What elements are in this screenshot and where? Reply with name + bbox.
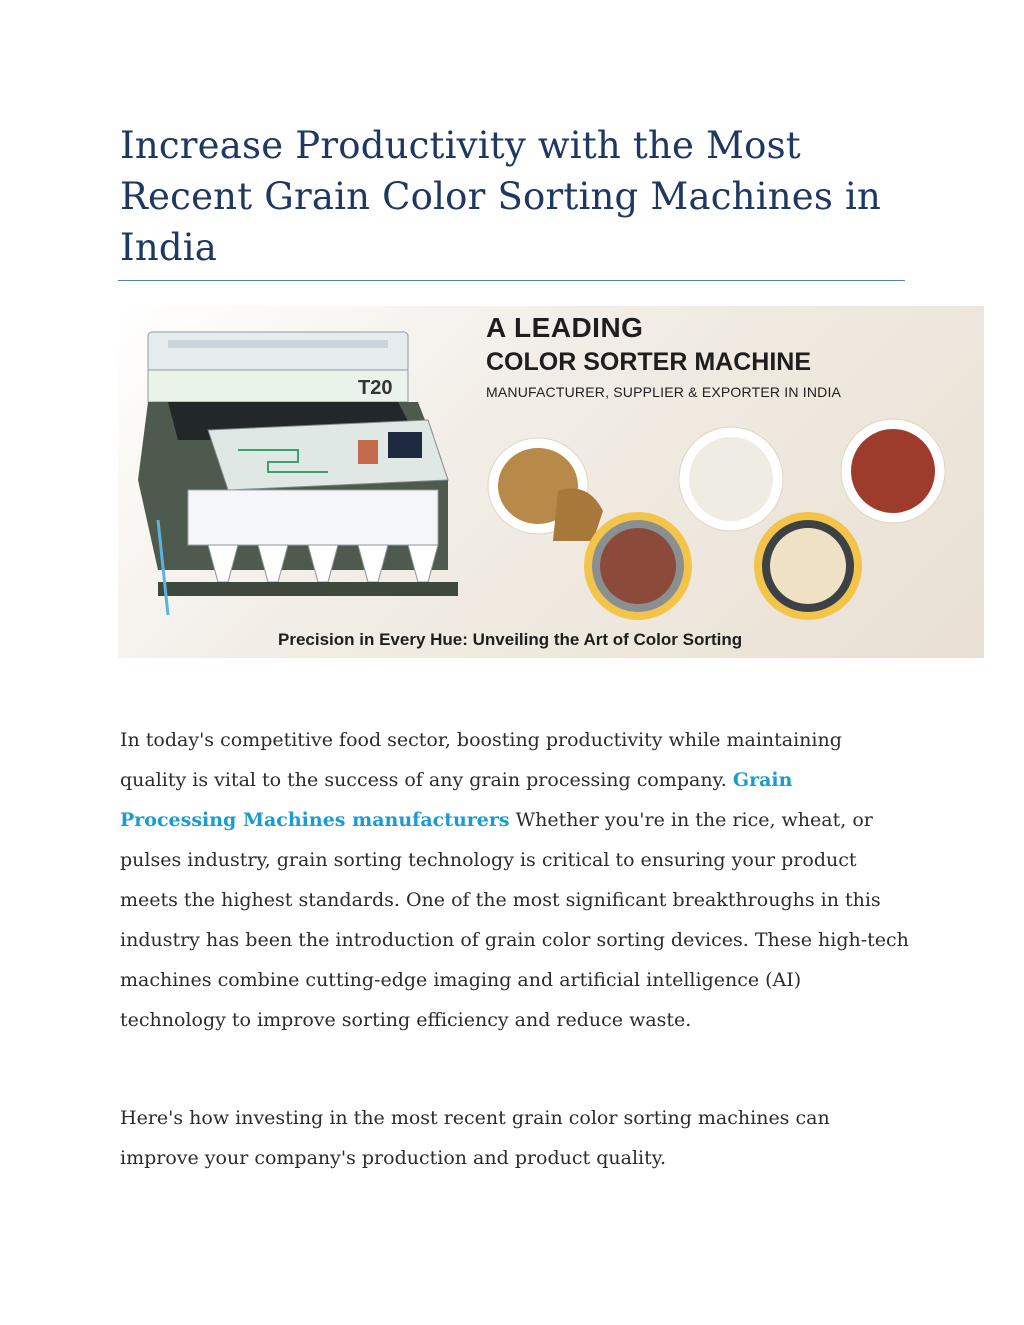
intro-text-after-link: Whether you're in the rice, wheat, or pulses industry, grain sorting technology is critical to ensuring your product meets the highest standards. One of the most significant breakthroughs in this industry has been the introduction of grain color sorting devices. These high-tech machines combine cutting-edge imaging and artificial intelligence (AI) technology to improve sorting efficiency and reduce waste. (120, 809, 909, 1031)
intro-text-before-link: In today's competitive food sector, boosting productivity while maintaining quality is vital to the success of any grain processing company. (120, 729, 842, 791)
title-divider (118, 280, 905, 281)
second-paragraph: Here's how investing in the most recent grain color sorting machines can improve your company's production and product quality. (120, 1107, 830, 1169)
banner-caption: Precision in Every Hue: Unveiling the Art of Color Sorting (278, 630, 743, 649)
brown-grain-bowl-image (583, 511, 693, 621)
banner-subheading: MANUFACTURER, SUPPLIER & EXPORTER IN INDIA (486, 384, 842, 400)
intro-paragraph (120, 720, 910, 1040)
color-sorter-machine-illustration (118, 320, 488, 620)
machine-model-label: T20 (358, 377, 393, 399)
red-rice-bowl-image (838, 416, 948, 526)
banner-heading-line1: A LEADING (486, 312, 644, 343)
banner-heading-line2: COLOR SORTER MACHINE (486, 348, 811, 376)
page-title: Increase Productivity with the Most Recent Grain Color Sorting Machines in India (120, 124, 882, 269)
grain-processing-machines-link[interactable]: Grain Processing Machines manufacturers (120, 769, 793, 831)
color-sorter-banner-image (118, 306, 984, 658)
basmati-rice-bowl-image (748, 511, 868, 621)
